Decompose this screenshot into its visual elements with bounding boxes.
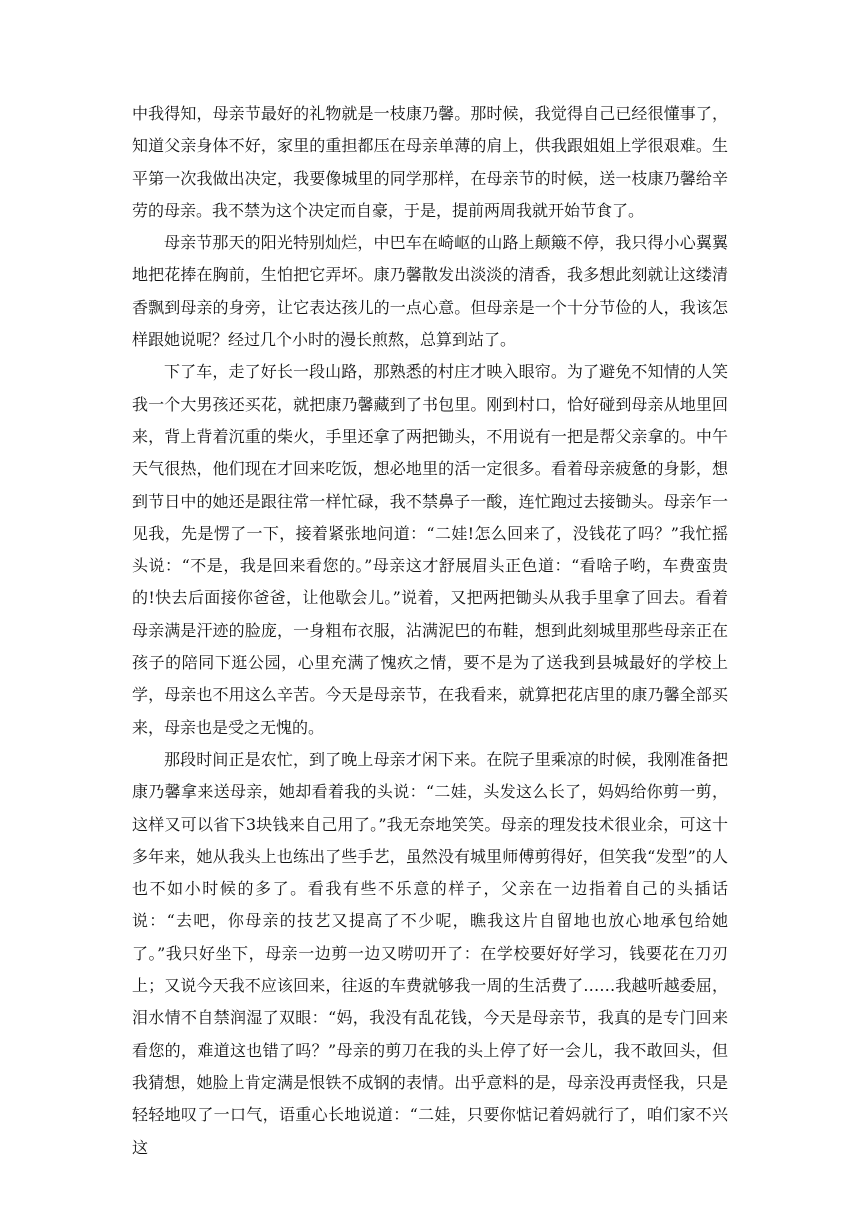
paragraph-3: 下了车，走了好长一段山路，那熟悉的村庄才映入眼帘。为了避免不知情的人笑我一个大男孩还买花，就把康乃馨藏到了书包里。刚到村口，恰好碰到母亲从地里回来，背上背着沉重的柴火，手里还拿了两把锄头，不用说有一把是帮父亲拿的。中午天气很热，他们现在才回来吃饭，想必地里的活一定很多。看着母亲疲惫的身影，想到节日中的她还是跟往常一样忙碌，我不禁鼻子一酸，连忙跑过去接锄头。母亲乍一见我，先是愣了一下，接着紧张地问道：“二娃!怎么回来了，没钱花了吗？”我忙摇头说：“不是，我是回来看您的。”母亲这才舒展眉头正色道：“看啥子哟，车费蛮贵的!快去后面接你爸爸，让他歇会儿。”说着，又把两把锄头从我手里拿了回去。看着母亲满是汗迹的脸庞，一身粗布衣服，沾满泥巴的布鞋，想到此刻城里那些母亲正在孩子的陪同下逛公园，心里充满了愧疚之情，要不是为了送我到县城最好的学校上学，母亲也不用这么辛苦。今天是母亲节，在我看来，就算把花店里的康乃馨全部买来，母亲也是受之无愧的。 xyxy=(132,362,728,737)
paragraph-2: 母亲节那天的阳光特别灿烂，中巴车在崎岖的山路上颠簸不停，我只得小心翼翼地把花捧在胸前，生怕把它弄坏。康乃馨散发出淡淡的清香，我多想此刻就让这缕清香飘到母亲的身旁，让它表达孩儿的一点心意。但母亲是一个十分节俭的人，我该怎样跟她说呢？经过几个小时的漫长煎熬，总算到站了。 xyxy=(132,233,728,350)
paragraph-1: 中我得知，母亲节最好的礼物就是一枝康乃馨。那时候，我觉得自己已经很懂事了，知道父亲身体不好，家里的重担都压在母亲单薄的肩上，供我跟姐姐上学很艰难。生平第一次我做出决定，我要像城里的同学那样，在母亲节的时候，送一枝康乃馨给辛劳的母亲。我不禁为这个决定而自豪，于是，提前两周我就开始节食了。 xyxy=(132,104,728,220)
article-body xyxy=(132,98,728,1164)
paragraph-4: 那段时间正是农忙，到了晚上母亲才闲下来。在院子里乘凉的时候，我刚准备把康乃馨拿来送母亲，她却看着我的头说：“二娃，头发这么长了，妈妈给你剪一剪，这样又可以省下3块钱来自己用了。”我无奈地笑笑。母亲的理发技术很业余，可这十多年来，她从我头上也练出了些手艺，虽然没有城里师傅剪得好，但笑我“发型”的人也不如小时候的多了。看我有些不乐意的样子，父亲在一边指着自己的头插话说：“去吧，你母亲的技艺又提高了不少呢，瞧我这片自留地也放心地承包给她了。”我只好坐下，母亲一边剪一边又唠叨开了：在学校要好好学习，钱要花在刀刃上；又说今天我不应该回来，往返的车费就够我一周的生活费了……我越听越委屈，泪水情不自禁润湿了双眼：“妈，我没有乱花钱，今天是母亲节，我真的是专门回来看您的，难道这也错了吗？”母亲的剪刀在我的头上停了好一会儿，我不敢回头，但我猜想，她脸上肯定满是恨铁不成钢的表情。出乎意料的是，母亲没再责怪我，只是轻轻地叹了一口气，语重心长地说道：“二娃，只要你惦记着妈就行了，咱们家不兴这 xyxy=(132,749,728,1157)
